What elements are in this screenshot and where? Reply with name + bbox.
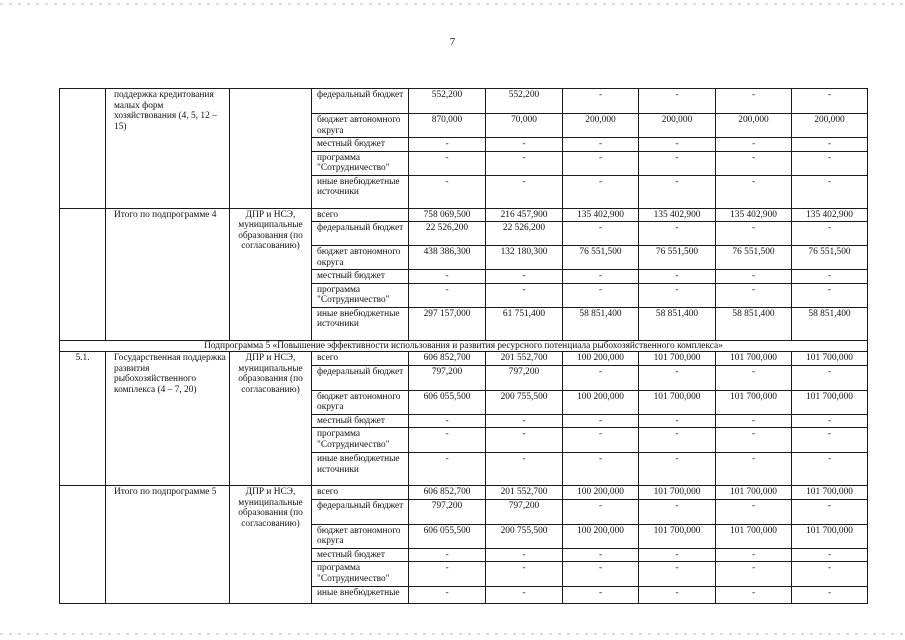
amount-cell: 76 551,500	[792, 246, 868, 270]
amount-cell: 101 700,000	[716, 390, 792, 414]
amount-cell: -	[792, 587, 868, 604]
amount-cell: 101 700,000	[639, 486, 716, 500]
amount-cell: -	[486, 453, 563, 486]
amount-cell: -	[716, 453, 792, 486]
amount-cell: -	[563, 89, 639, 114]
amount-cell: -	[486, 283, 563, 307]
amount-cell: 758 069,500	[409, 208, 486, 222]
amount-cell: -	[409, 283, 486, 307]
event-title: Государственная поддержка развития рыбохозяйственного комплекса (4 – 7, 20)	[106, 352, 230, 486]
amount-cell: 76 551,500	[639, 246, 716, 270]
amount-cell: 58 851,400	[792, 307, 868, 340]
amount-cell: -	[639, 283, 716, 307]
page-number: 7	[449, 36, 456, 48]
amount-cell: -	[792, 175, 868, 208]
funding-source: федеральный бюджет	[312, 365, 409, 390]
event-title: поддержка кредитования малых форм хозяйствования (4, 5, 12 – 15)	[106, 89, 230, 209]
amount-cell: -	[639, 414, 716, 428]
amount-cell: 200,000	[563, 114, 639, 138]
funding-source: федеральный бюджет	[312, 499, 409, 524]
subprogram-heading-row	[60, 340, 868, 352]
amount-cell: -	[409, 562, 486, 587]
amount-cell: 200,000	[639, 114, 716, 138]
scan-edge-bottom	[0, 633, 905, 635]
amount-cell: 797,200	[486, 499, 563, 524]
amount-cell: -	[639, 222, 716, 246]
amount-cell: -	[563, 414, 639, 428]
amount-cell: 201 552,700	[486, 352, 563, 366]
amount-cell: 101 700,000	[792, 486, 868, 500]
amount-cell: -	[409, 548, 486, 562]
amount-cell: 606 852,700	[409, 352, 486, 366]
amount-cell: -	[639, 151, 716, 175]
amount-cell: 135 402,900	[792, 208, 868, 222]
amount-cell: -	[639, 365, 716, 390]
amount-cell: -	[486, 270, 563, 284]
amount-cell: -	[409, 151, 486, 175]
amount-cell: 200,000	[716, 114, 792, 138]
amount-cell: 101 700,000	[792, 524, 868, 548]
executor: ДПР и НСЭ, муниципальные образования (по согласованию)	[230, 486, 312, 604]
amount-cell: -	[639, 428, 716, 453]
row-index	[60, 89, 106, 209]
amount-cell: -	[639, 499, 716, 524]
amount-cell: -	[563, 270, 639, 284]
funding-source: всего	[312, 208, 409, 222]
amount-cell: 61 751,400	[486, 307, 563, 340]
amount-cell: 552,200	[486, 89, 563, 114]
amount-cell: -	[716, 414, 792, 428]
amount-cell: -	[792, 453, 868, 486]
amount-cell: 101 700,000	[716, 486, 792, 500]
amount-cell: -	[639, 270, 716, 284]
funding-source: программа "Сотрудничество"	[312, 151, 409, 175]
amount-cell: 438 386,300	[409, 246, 486, 270]
amount-cell: -	[792, 151, 868, 175]
amount-cell: -	[563, 587, 639, 604]
amount-cell: -	[716, 175, 792, 208]
amount-cell: -	[639, 89, 716, 114]
amount-cell: -	[792, 562, 868, 587]
table-row	[60, 208, 868, 222]
amount-cell: 22 526,200	[486, 222, 563, 246]
row-index	[60, 486, 106, 604]
amount-cell: -	[716, 587, 792, 604]
amount-cell: 58 851,400	[716, 307, 792, 340]
amount-cell: 200 755,500	[486, 390, 563, 414]
amount-cell: 101 700,000	[792, 352, 868, 366]
amount-cell: -	[792, 89, 868, 114]
amount-cell: -	[716, 222, 792, 246]
amount-cell: 201 552,700	[486, 486, 563, 500]
funding-source: бюджет автономного округа	[312, 246, 409, 270]
amount-cell: 797,200	[486, 365, 563, 390]
event-title: Итого по подпрограмме 4	[106, 208, 230, 340]
amount-cell: -	[409, 270, 486, 284]
amount-cell: -	[792, 270, 868, 284]
amount-cell: 200 755,500	[486, 524, 563, 548]
amount-cell: 100 200,000	[563, 486, 639, 500]
amount-cell: -	[716, 499, 792, 524]
row-index	[60, 208, 106, 340]
amount-cell: -	[486, 587, 563, 604]
funding-source: всего	[312, 352, 409, 366]
funding-source: бюджет автономного округа	[312, 524, 409, 548]
amount-cell: -	[792, 548, 868, 562]
amount-cell: -	[486, 428, 563, 453]
budget-table	[59, 88, 868, 604]
amount-cell: -	[563, 562, 639, 587]
amount-cell: 606 852,700	[409, 486, 486, 500]
funding-source: местный бюджет	[312, 270, 409, 284]
funding-source: федеральный бюджет	[312, 89, 409, 114]
amount-cell: -	[563, 138, 639, 152]
amount-cell: 797,200	[409, 365, 486, 390]
amount-cell: -	[639, 587, 716, 604]
amount-cell: 552,200	[409, 89, 486, 114]
amount-cell: -	[486, 151, 563, 175]
amount-cell: 101 700,000	[639, 524, 716, 548]
funding-source: местный бюджет	[312, 548, 409, 562]
subprogram-heading: Подпрограмма 5 «Повышение эффективности использования и развития ресурсного потенциала рыбохозяйственного комплекса»	[60, 340, 868, 352]
funding-source: всего	[312, 486, 409, 500]
amount-cell: -	[639, 562, 716, 587]
amount-cell: -	[409, 414, 486, 428]
amount-cell: -	[792, 365, 868, 390]
amount-cell: 132 180,300	[486, 246, 563, 270]
amount-cell: 606 055,500	[409, 524, 486, 548]
amount-cell: 135 402,900	[716, 208, 792, 222]
amount-cell: 58 851,400	[563, 307, 639, 340]
amount-cell: -	[563, 151, 639, 175]
amount-cell: -	[716, 365, 792, 390]
amount-cell: 100 200,000	[563, 352, 639, 366]
amount-cell: -	[639, 453, 716, 486]
amount-cell: -	[639, 175, 716, 208]
table-row	[60, 486, 868, 500]
amount-cell: -	[563, 499, 639, 524]
amount-cell: -	[563, 175, 639, 208]
amount-cell: -	[716, 428, 792, 453]
executor: ДПР и НСЭ, муниципальные образования (по согласованию)	[230, 208, 312, 340]
amount-cell: -	[409, 587, 486, 604]
amount-cell: -	[716, 89, 792, 114]
amount-cell: -	[486, 175, 563, 208]
row-index: 5.1.	[60, 352, 106, 486]
funding-source: местный бюджет	[312, 414, 409, 428]
amount-cell: 22 526,200	[409, 222, 486, 246]
amount-cell: -	[486, 548, 563, 562]
amount-cell: -	[563, 428, 639, 453]
amount-cell: -	[409, 453, 486, 486]
amount-cell: 70,000	[486, 114, 563, 138]
amount-cell: 76 551,500	[563, 246, 639, 270]
amount-cell: -	[639, 138, 716, 152]
amount-cell: -	[563, 453, 639, 486]
amount-cell: -	[792, 222, 868, 246]
amount-cell: 216 457,900	[486, 208, 563, 222]
amount-cell: -	[563, 222, 639, 246]
amount-cell: -	[409, 428, 486, 453]
amount-cell: -	[716, 138, 792, 152]
amount-cell: -	[563, 365, 639, 390]
amount-cell: -	[716, 283, 792, 307]
amount-cell: -	[792, 138, 868, 152]
amount-cell: -	[639, 548, 716, 562]
funding-source: программа "Сотрудничество"	[312, 283, 409, 307]
funding-source: федеральный бюджет	[312, 222, 409, 246]
amount-cell: -	[409, 175, 486, 208]
amount-cell: 101 700,000	[639, 352, 716, 366]
amount-cell: -	[486, 562, 563, 587]
funding-source: программа "Сотрудничество"	[312, 428, 409, 453]
amount-cell: -	[792, 283, 868, 307]
amount-cell: -	[792, 414, 868, 428]
funding-source: иные внебюджетные источники	[312, 175, 409, 208]
amount-cell: 135 402,900	[639, 208, 716, 222]
funding-source: бюджет автономного округа	[312, 114, 409, 138]
amount-cell: -	[486, 414, 563, 428]
funding-source: иные внебюджетные источники	[312, 307, 409, 340]
amount-cell: -	[409, 138, 486, 152]
funding-source: иные внебюджетные источники	[312, 453, 409, 486]
amount-cell: 101 700,000	[639, 390, 716, 414]
amount-cell: -	[792, 499, 868, 524]
amount-cell: 100 200,000	[563, 524, 639, 548]
amount-cell: 297 157,000	[409, 307, 486, 340]
amount-cell: 101 700,000	[792, 390, 868, 414]
executor: ДПР и НСЭ, муниципальные образования (по согласованию)	[230, 352, 312, 486]
funding-source: программа "Сотрудничество"	[312, 562, 409, 587]
scan-edge-top	[0, 3, 905, 5]
amount-cell: 606 055,500	[409, 390, 486, 414]
table-row	[60, 89, 868, 114]
amount-cell: 135 402,900	[563, 208, 639, 222]
amount-cell: 200,000	[792, 114, 868, 138]
amount-cell: -	[563, 283, 639, 307]
table-row	[60, 352, 868, 366]
amount-cell: -	[563, 548, 639, 562]
amount-cell: 870,000	[409, 114, 486, 138]
amount-cell: -	[716, 562, 792, 587]
funding-source: иные внебюджетные	[312, 587, 409, 604]
amount-cell: -	[716, 270, 792, 284]
amount-cell: 76 551,500	[716, 246, 792, 270]
amount-cell: 797,200	[409, 499, 486, 524]
event-title: Итого по подпрограмме 5	[106, 486, 230, 604]
funding-source: бюджет автономного округа	[312, 390, 409, 414]
executor	[230, 89, 312, 209]
amount-cell: 100 200,000	[563, 390, 639, 414]
funding-source: местный бюджет	[312, 138, 409, 152]
amount-cell: -	[716, 548, 792, 562]
amount-cell: 58 851,400	[639, 307, 716, 340]
amount-cell: -	[486, 138, 563, 152]
amount-cell: 101 700,000	[716, 352, 792, 366]
amount-cell: -	[716, 151, 792, 175]
amount-cell: 101 700,000	[716, 524, 792, 548]
amount-cell: -	[792, 428, 868, 453]
